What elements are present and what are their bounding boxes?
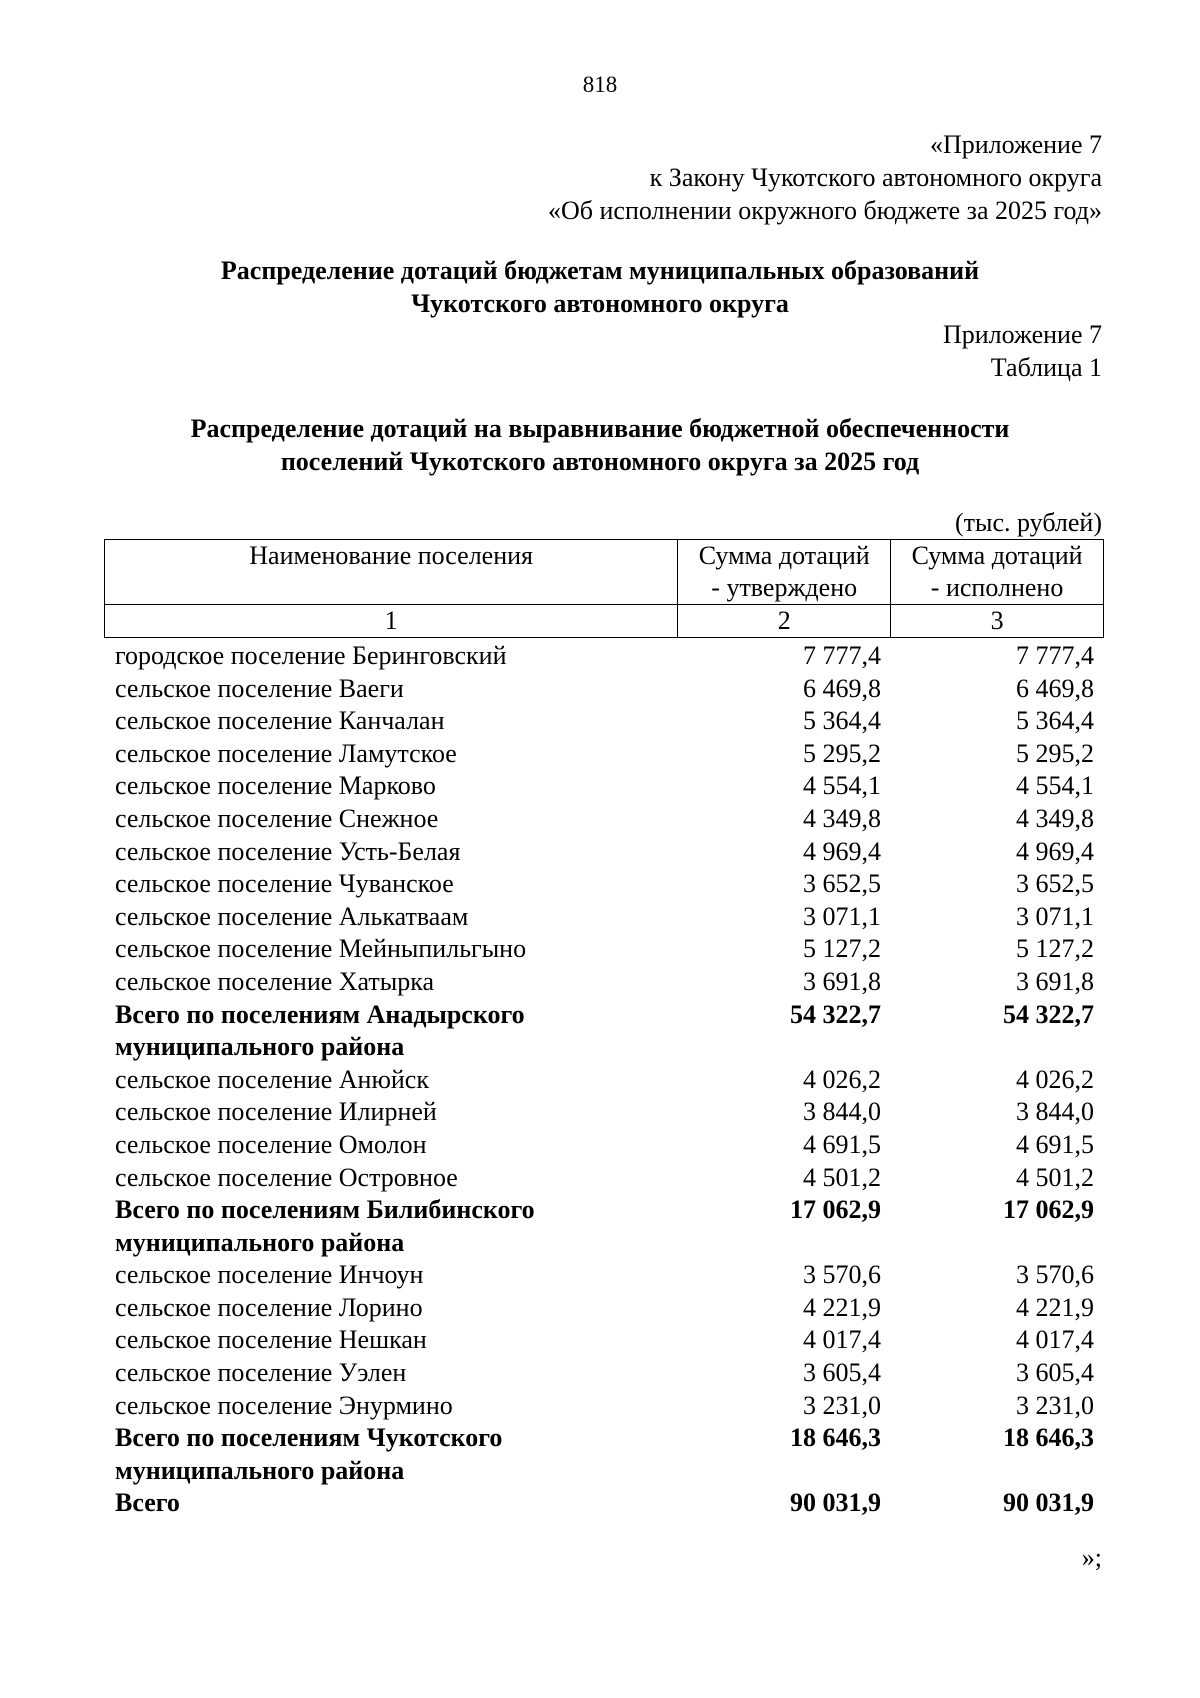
- approved-amount: 4 026,2: [803, 1064, 881, 1094]
- table-ref-line-2: Таблица 1: [990, 353, 1102, 382]
- table-ref-line-1: Приложение 7: [942, 320, 1102, 349]
- approved-amount: 17 062,9: [790, 1195, 881, 1225]
- settlement-name: сельское поселение Лорино: [115, 1292, 423, 1322]
- header-settlement-name: [105, 540, 678, 605]
- approved-amount: 4 691,5: [803, 1129, 881, 1159]
- table-row: [104, 1357, 1104, 1390]
- executed-amount: 18 646,3: [1003, 1423, 1094, 1453]
- header-col3-line-2: - исполнено: [930, 573, 1064, 602]
- settlement-name: сельское поселение Канчалан: [115, 706, 445, 736]
- approved-amount: 3 844,0: [803, 1097, 881, 1127]
- header-col2-line-2: - утверждено: [711, 573, 858, 602]
- approved-amount: 3 691,8: [803, 966, 881, 996]
- table-row: [104, 1129, 1104, 1162]
- table-row: [104, 640, 1104, 673]
- settlement-name: муниципального района: [115, 1227, 405, 1257]
- main-title-line-1: Распределение дотаций бюджетам муниципальных образований: [220, 256, 980, 285]
- executed-amount: 17 062,9: [1003, 1195, 1094, 1225]
- settlement-name: Всего по поселениям Билибинского: [115, 1195, 535, 1225]
- settlement-name: сельское поселение Нешкан: [115, 1325, 427, 1355]
- approved-amount: 4 221,9: [803, 1292, 881, 1322]
- executed-amount: 3 652,5: [1016, 869, 1094, 899]
- table-header: [104, 539, 1104, 638]
- executed-amount: 3 844,0: [1016, 1097, 1094, 1127]
- table-row: [104, 1324, 1104, 1357]
- executed-amount: 3 231,0: [1016, 1390, 1094, 1420]
- appendix-ref-line-1: «Приложение 7: [929, 130, 1102, 159]
- table-row-total: [104, 1227, 1104, 1260]
- approved-amount: [678, 1031, 891, 1064]
- header-num-1: 1: [105, 605, 678, 638]
- approved-amount: 3 071,1: [803, 901, 881, 931]
- approved-amount: 4 349,8: [803, 803, 881, 833]
- header-col1-label: Наименование поселения: [249, 541, 534, 570]
- settlement-name: сельское поселение Хатырка: [115, 966, 435, 996]
- executed-amount: 5 127,2: [1016, 934, 1094, 964]
- header-number-row: [105, 605, 1104, 638]
- approved-amount: 4 969,4: [803, 836, 881, 866]
- approved-amount: 5 364,4: [803, 706, 881, 736]
- approved-amount: 3 605,4: [803, 1358, 881, 1388]
- settlement-name: сельское поселение Мейныпильгыно: [115, 934, 527, 964]
- approved-amount: 4 554,1: [803, 771, 881, 801]
- table-row-total: [104, 1031, 1104, 1064]
- settlement-name: Всего по поселениям Анадырского: [115, 999, 525, 1029]
- table-row: [104, 673, 1104, 706]
- main-title-line-2: Чукотского автономного округа: [411, 289, 789, 318]
- table-title-line-2: поселений Чукотского автономного округа за 2025 год: [280, 447, 920, 476]
- settlement-name: городское поселение Беринговский: [115, 641, 507, 670]
- settlement-name: сельское поселение Уэлен: [115, 1358, 407, 1388]
- approved-amount: [678, 1455, 891, 1488]
- settlement-name: Всего по поселениям Чукотского: [115, 1423, 503, 1453]
- approved-amount: 3 570,6: [803, 1260, 881, 1290]
- units-label: (тыс. рублей): [954, 508, 1102, 537]
- approved-amount: 7 777,4: [803, 641, 881, 670]
- executed-amount: 4 017,4: [1016, 1325, 1094, 1355]
- settlement-name: сельское поселение Ваеги: [115, 673, 404, 703]
- executed-amount: 5 295,2: [1016, 738, 1094, 768]
- table-row-total: [104, 1422, 1104, 1455]
- header-row: [105, 540, 1104, 605]
- settlement-name: сельское поселение Энурмино: [115, 1390, 453, 1420]
- approved-amount: 6 469,8: [803, 673, 881, 703]
- closing-quote: »;: [1081, 1543, 1102, 1572]
- executed-amount: [891, 1031, 1104, 1064]
- executed-amount: 4 691,5: [1016, 1129, 1094, 1159]
- settlement-name: Всего: [115, 1488, 180, 1518]
- approved-amount: 90 031,9: [790, 1488, 881, 1518]
- executed-amount: 7 777,4: [1016, 641, 1094, 670]
- executed-amount: 3 570,6: [1016, 1260, 1094, 1290]
- appendix-ref-line-2: к Закону Чукотского автономного округа: [649, 163, 1102, 192]
- executed-amount: 4 969,4: [1016, 836, 1094, 866]
- approved-amount: 3 231,0: [803, 1390, 881, 1420]
- table-row: [104, 1259, 1104, 1292]
- header-col3-line-1: Сумма дотаций: [911, 541, 1083, 570]
- table-row-total: [104, 1194, 1104, 1227]
- settlement-name: сельское поселение Островное: [115, 1162, 458, 1192]
- table-row-total: [104, 1487, 1104, 1520]
- table-row: [104, 1292, 1104, 1325]
- executed-amount: 4 349,8: [1016, 803, 1094, 833]
- header-num-3: 3: [891, 605, 1104, 638]
- header-col2-line-1: Сумма дотаций: [698, 541, 870, 570]
- settlement-name: сельское поселение Чуванское: [115, 869, 454, 899]
- table-row-total: [104, 1455, 1104, 1488]
- executed-amount: 6 469,8: [1016, 673, 1094, 703]
- executed-amount: 54 322,7: [1003, 999, 1094, 1029]
- executed-amount: 3 691,8: [1016, 966, 1094, 996]
- table-row: [104, 803, 1104, 836]
- settlement-name: сельское поселение Анюйск: [115, 1064, 429, 1094]
- settlement-name: сельское поселение Илирней: [115, 1097, 437, 1127]
- table-row: [104, 933, 1104, 966]
- approved-amount: 4 017,4: [803, 1325, 881, 1355]
- executed-amount: [891, 1227, 1104, 1260]
- settlement-name: муниципального района: [115, 1455, 405, 1485]
- table-row: [104, 738, 1104, 771]
- table-row: [104, 770, 1104, 803]
- executed-amount: 3 605,4: [1016, 1358, 1094, 1388]
- executed-amount: [891, 1455, 1104, 1488]
- header-approved: [678, 540, 891, 605]
- table-row: [104, 1096, 1104, 1129]
- settlement-name: сельское поселение Марково: [115, 771, 436, 801]
- settlement-name: сельское поселение Снежное: [115, 803, 439, 833]
- table-row: [104, 1162, 1104, 1195]
- executed-amount: 5 364,4: [1016, 706, 1094, 736]
- table-row: [104, 868, 1104, 901]
- approved-amount: 3 652,5: [803, 869, 881, 899]
- approved-amount: [678, 1227, 891, 1260]
- table-body: [104, 640, 1104, 1520]
- settlement-name: сельское поселение Омолон: [115, 1129, 427, 1159]
- settlement-name: сельское поселение Ламутское: [115, 738, 457, 768]
- executed-amount: 3 071,1: [1016, 901, 1094, 931]
- approved-amount: 5 127,2: [803, 934, 881, 964]
- table-row: [104, 1064, 1104, 1097]
- table-title: [0, 412, 1200, 478]
- table-row: [104, 1390, 1104, 1423]
- table-title-line-1: Распределение дотаций на выравнивание бюджетной обеспеченности: [190, 414, 1010, 443]
- main-title: [0, 254, 1200, 320]
- header-num-2: 2: [678, 605, 891, 638]
- executed-amount: 4 501,2: [1016, 1162, 1094, 1192]
- appendix-reference: [548, 128, 1102, 227]
- executed-amount: 4 026,2: [1016, 1064, 1094, 1094]
- approved-amount: 5 295,2: [803, 738, 881, 768]
- approved-amount: 18 646,3: [790, 1423, 881, 1453]
- executed-amount: 4 221,9: [1016, 1292, 1094, 1322]
- settlement-name: сельское поселение Алькатваам: [115, 901, 469, 931]
- table-row-total: [104, 999, 1104, 1032]
- executed-amount: 4 554,1: [1016, 771, 1094, 801]
- header-executed: [891, 540, 1104, 605]
- page-number: 818: [582, 72, 618, 97]
- settlement-name: сельское поселение Инчоун: [115, 1260, 424, 1290]
- table-row: [104, 901, 1104, 934]
- table-row: [104, 705, 1104, 738]
- table-row: [104, 966, 1104, 999]
- settlement-name: муниципального района: [115, 1032, 405, 1062]
- approved-amount: 4 501,2: [803, 1162, 881, 1192]
- table-row: [104, 836, 1104, 869]
- settlement-name: сельское поселение Усть-Белая: [115, 836, 461, 866]
- executed-amount: 90 031,9: [1003, 1488, 1094, 1518]
- approved-amount: 54 322,7: [790, 999, 881, 1029]
- appendix-ref-line-3: «Об исполнении окружного бюджете за 2025 год»: [548, 196, 1102, 225]
- table-reference: [943, 318, 1102, 384]
